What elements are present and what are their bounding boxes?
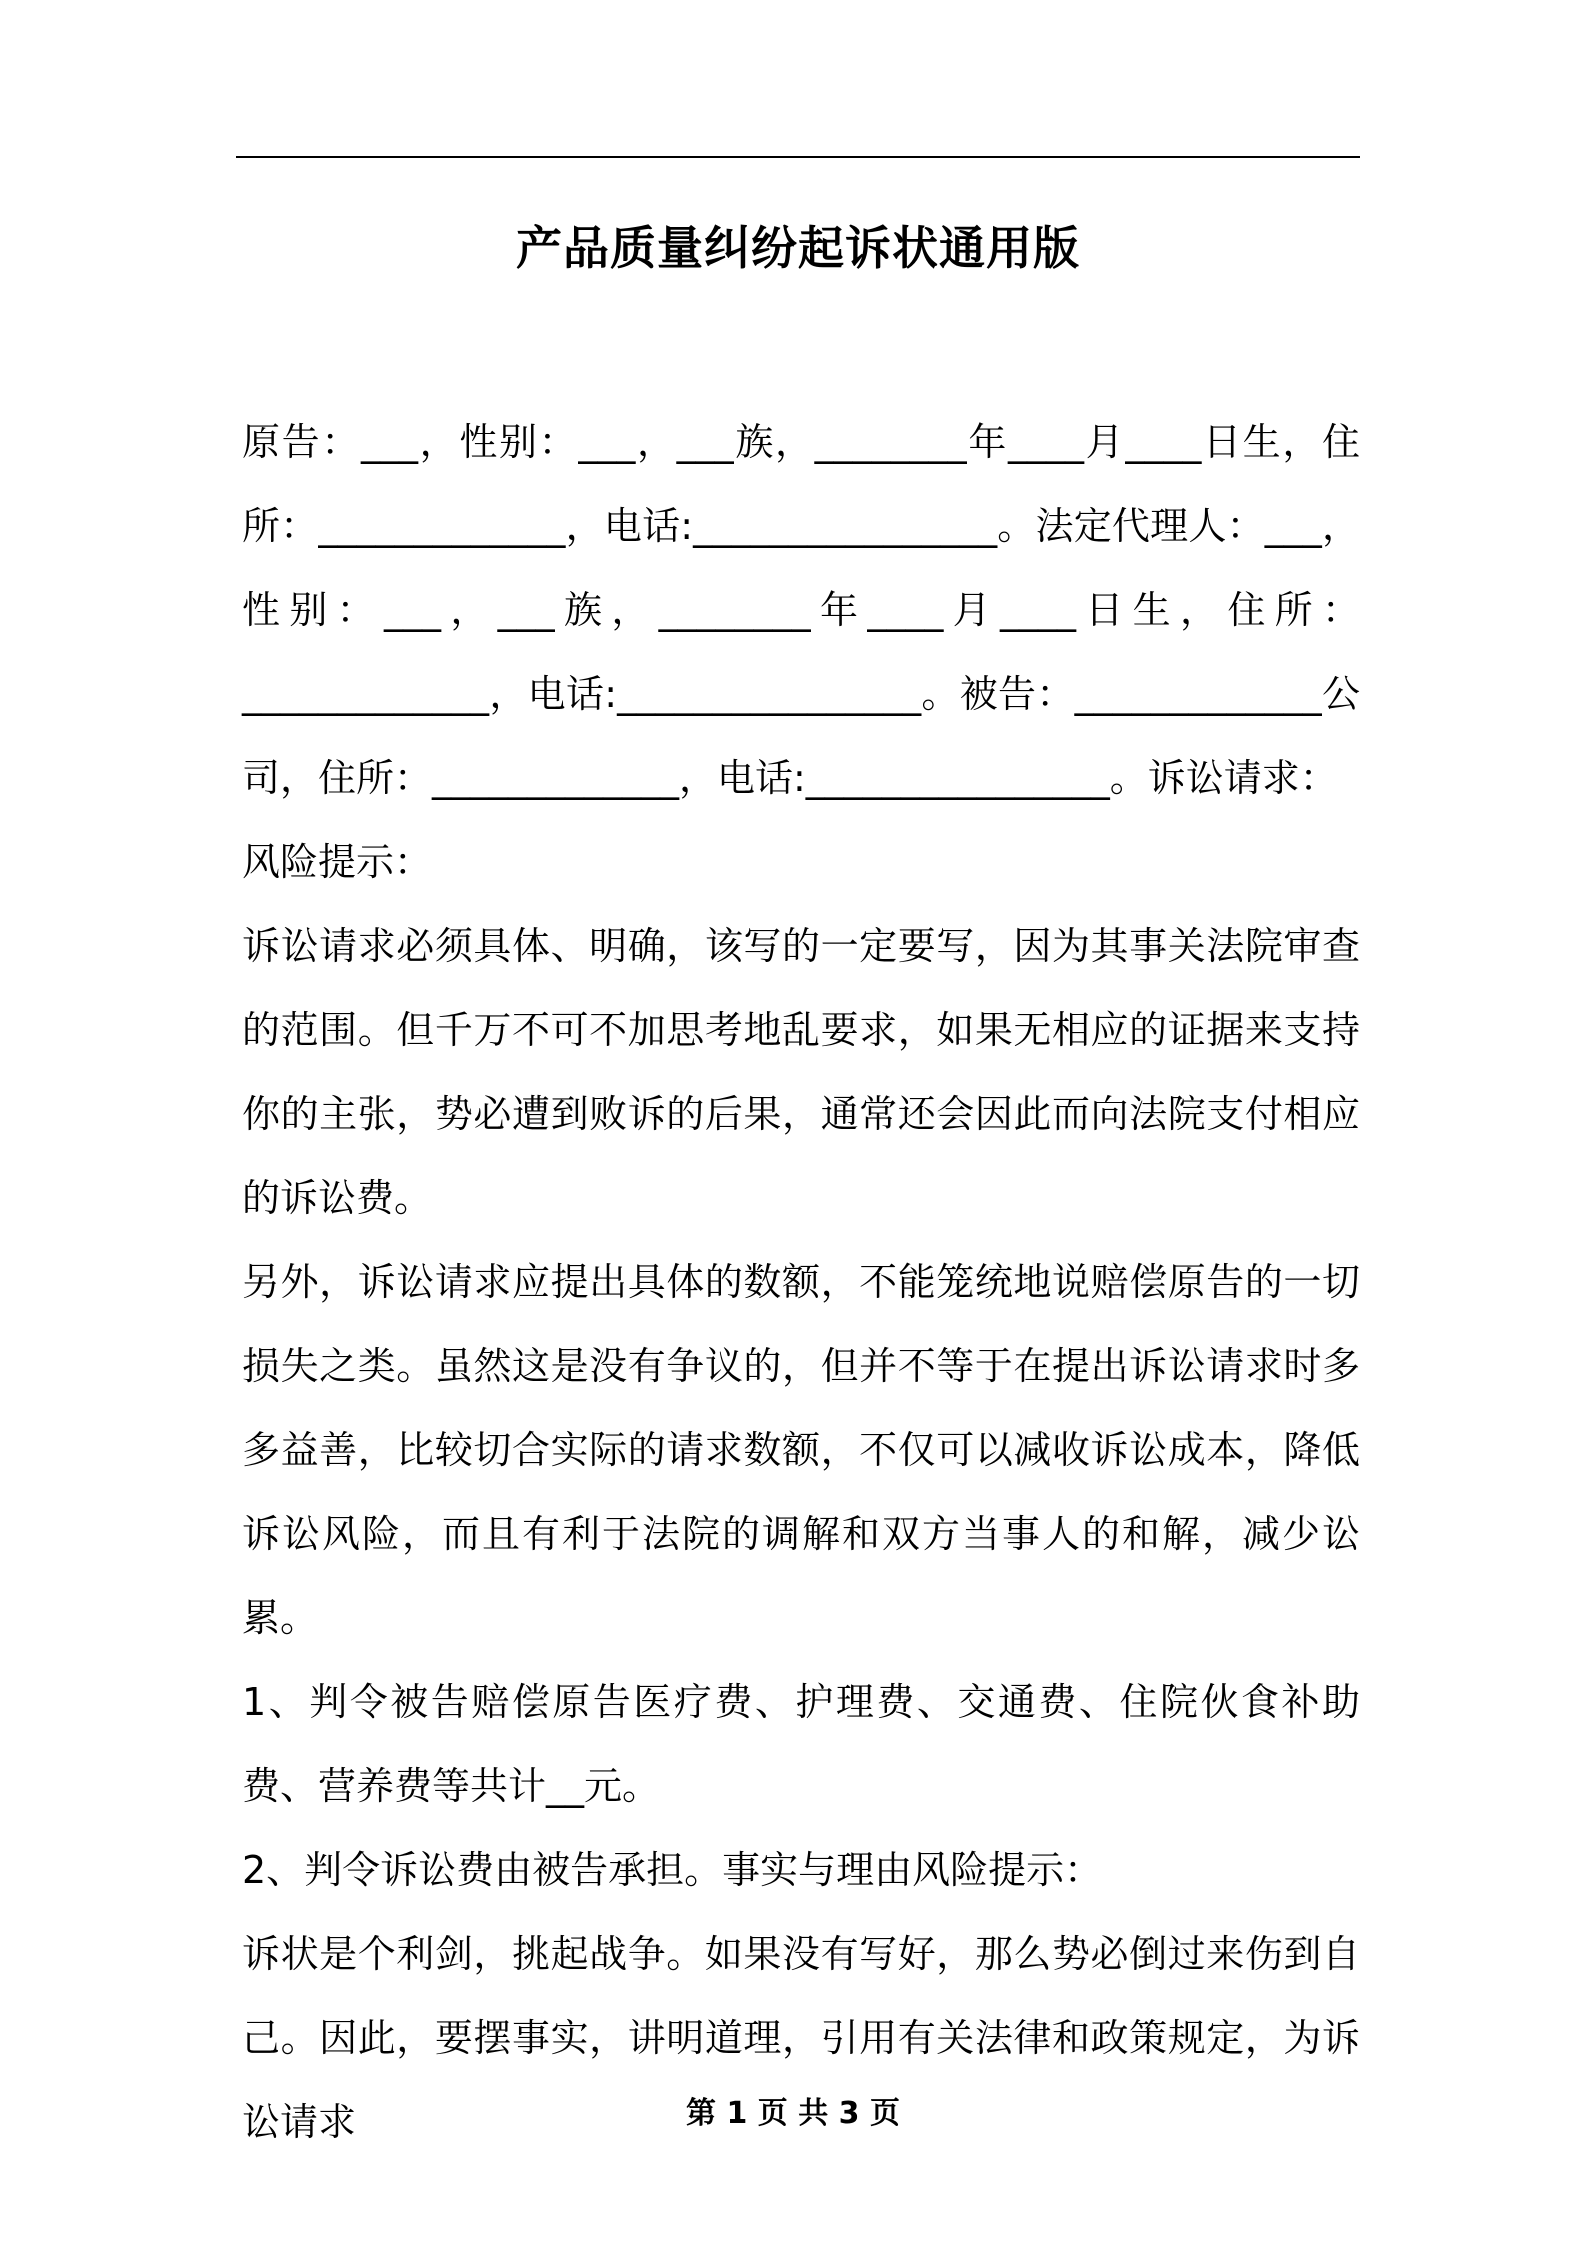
paragraph-risk-note-2: 另外，诉讼请求应提出具体的数额，不能笼统地说赔偿原告的一切损失之类。虽然这是没有争议的，但并不等于在提出诉讼请求时多多益善，比较切合实际的请求数额，不仅可以减收诉讼成本，降低诉讼风险，而且有利于法院的调解和双方当事人的和解，减少讼累。 (242, 1260, 1360, 1640)
paragraph-risk-note-1: 诉讼请求必须具体、明确，该写的一定要写，因为其事关法院审查的范围。但千万不可不加思考地乱要求，如果无相应的证据来支持你的主张，势必遭到败诉的后果，通常还会因此而向法院支付相应的诉讼费。 (242, 924, 1360, 1220)
paragraph-risk-heading: 风险提示： (242, 840, 433, 884)
paragraph-claim-1: 1、判令被告赔偿原告医疗费、护理费、交通费、住院伙食补助费、营养费等共计__元。 (242, 1680, 1360, 1808)
paragraph-parties: 原告：___，性别：___，___族，________年____月____日生，住所：_____________，电话:________________。法定代理人：___，性别：___，___族，________年____月____日生，住所：_____________，电话:________________。被告：_____________公司，住所：_____________，电话:________________。诉讼请求： (242, 420, 1360, 800)
header-rule (236, 156, 1360, 158)
page-number: 第 1 页 共 3 页 (686, 2096, 900, 2131)
document-body (242, 400, 1360, 2164)
paragraph-claim-2: 2、判令诉讼费由被告承担。事实与理由风险提示： (242, 1848, 1103, 1892)
paragraph-facts: 诉状是个利剑，挑起战争。如果没有写好，那么势必倒过来伤到自己。因此，要摆事实，讲明道理，引用有关法律和政策规定，为诉讼请求 (242, 1932, 1360, 2144)
document-title: 产品质量纠纷起诉状通用版 (516, 221, 1080, 275)
